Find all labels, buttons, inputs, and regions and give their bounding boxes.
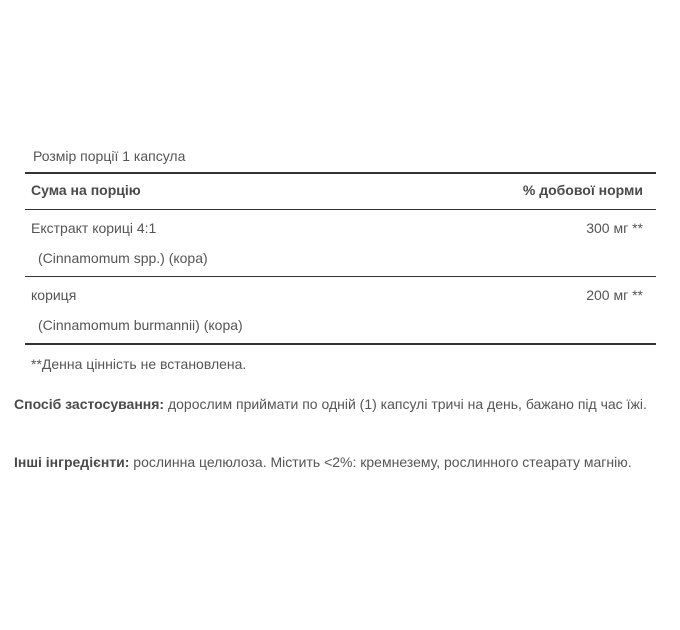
daily-value-footnote: **Денна цінність не встановлена. (31, 356, 247, 372)
serving-size: Розмір порції 1 капсула (33, 148, 186, 164)
other-ingredients-text: рослинна целюлоза. Містить <2%: кремнезему, рослинного стеарату магнію. (129, 454, 632, 470)
supplement-facts-table (25, 142, 656, 385)
table-header (25, 174, 656, 209)
usage-paragraph (14, 395, 664, 414)
usage-label: Спосіб застосування: (14, 396, 165, 412)
ingredient-name: Екстракт кориці 4:1 (31, 220, 157, 236)
header-daily-value: % добової норми (522, 182, 643, 198)
other-ingredients-label: Інші інгредієнти: (14, 454, 130, 470)
ingredient-amount: 200 мг ** (586, 287, 643, 303)
usage-text: дорослим приймати по одній (1) капсулі тричі на день, бажано під час їжі. (164, 396, 647, 412)
table-row (25, 210, 656, 276)
ingredient-detail: (Cinnamomum burmannii) (кора) (38, 317, 243, 333)
table-row (25, 277, 656, 343)
header-amount-per-serving: Сума на порцію (31, 182, 141, 198)
other-ingredients-paragraph (14, 453, 664, 472)
ingredient-amount: 300 мг ** (586, 220, 643, 236)
ingredient-detail: (Cinnamomum spp.) (кора) (38, 250, 208, 266)
ingredient-name: кориця (31, 287, 77, 303)
